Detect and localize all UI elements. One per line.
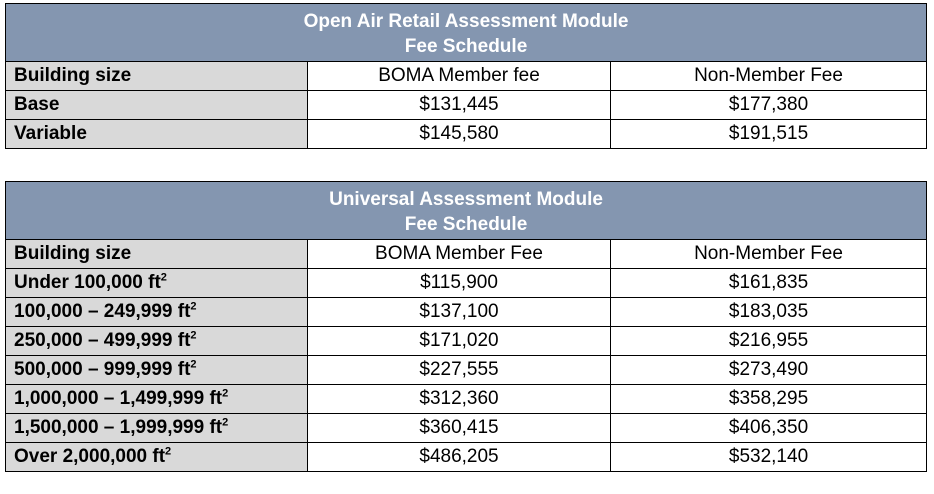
square-unit: 2 <box>190 300 197 313</box>
member-fee-value: $360,415 <box>308 414 611 443</box>
header-non-member-fee: Non-Member Fee <box>611 240 927 269</box>
table-row <box>6 443 927 472</box>
square-unit: 2 <box>190 358 197 371</box>
row-label <box>6 443 308 472</box>
square-unit: 2 <box>160 271 167 284</box>
row-label <box>6 269 308 298</box>
non-member-fee-value: $191,515 <box>611 120 927 149</box>
table-row <box>6 385 927 414</box>
non-member-fee-value: $273,490 <box>611 356 927 385</box>
table-title-line-2: Fee Schedule <box>404 36 528 57</box>
row-label-text: 1,000,000 – 1,499,999 ft <box>14 388 223 409</box>
table-row <box>6 327 927 356</box>
row-label <box>6 327 308 356</box>
row-label <box>6 298 308 327</box>
row-label: Variable <box>6 120 308 149</box>
row-label <box>6 385 308 414</box>
member-fee-value: $115,900 <box>308 269 611 298</box>
header-building-size: Building size <box>6 240 308 269</box>
row-label-text: 500,000 – 999,999 ft <box>14 359 191 380</box>
member-fee-value: $131,445 <box>308 91 611 120</box>
header-non-member-fee: Non-Member Fee <box>611 62 927 91</box>
header-member-fee: BOMA Member fee <box>308 62 611 91</box>
table-row <box>6 298 927 327</box>
member-fee-value: $227,555 <box>308 356 611 385</box>
table-title-line-1: Open Air Retail Assessment Module <box>303 11 629 32</box>
table-title-line-2: Fee Schedule <box>404 214 528 235</box>
square-unit: 2 <box>222 387 229 400</box>
header-member-fee: BOMA Member Fee <box>308 240 611 269</box>
non-member-fee-value: $358,295 <box>611 385 927 414</box>
square-unit: 2 <box>190 329 197 342</box>
non-member-fee-value: $216,955 <box>611 327 927 356</box>
table-row <box>6 91 927 120</box>
member-fee-value: $171,020 <box>308 327 611 356</box>
member-fee-value: $145,580 <box>308 120 611 149</box>
member-fee-value: $312,360 <box>308 385 611 414</box>
universal-fee-table <box>5 181 927 472</box>
table-row <box>6 356 927 385</box>
non-member-fee-value: $406,350 <box>611 414 927 443</box>
row-label-text: Over 2,000,000 ft <box>14 446 166 467</box>
table-title-row <box>6 4 927 62</box>
square-unit: 2 <box>165 445 172 458</box>
table-title-row <box>6 182 927 240</box>
row-label <box>6 356 308 385</box>
member-fee-value: $486,205 <box>308 443 611 472</box>
row-label-text: Under 100,000 ft <box>14 272 161 293</box>
open-air-retail-fee-table <box>5 3 927 149</box>
table-title <box>6 4 927 62</box>
table-row <box>6 120 927 149</box>
non-member-fee-value: $161,835 <box>611 269 927 298</box>
row-label-text: 1,500,000 – 1,999,999 ft <box>14 417 223 438</box>
header-building-size: Building size <box>6 62 308 91</box>
header-row <box>6 240 927 269</box>
non-member-fee-value: $183,035 <box>611 298 927 327</box>
table-title-line-1: Universal Assessment Module <box>329 189 603 210</box>
square-unit: 2 <box>222 416 229 429</box>
row-label: Base <box>6 91 308 120</box>
row-label <box>6 414 308 443</box>
member-fee-value: $137,100 <box>308 298 611 327</box>
non-member-fee-value: $532,140 <box>611 443 927 472</box>
table-row <box>6 414 927 443</box>
header-row <box>6 62 927 91</box>
table-title <box>6 182 927 240</box>
row-label-text: 100,000 – 249,999 ft <box>14 301 191 322</box>
row-label-text: 250,000 – 499,999 ft <box>14 330 191 351</box>
non-member-fee-value: $177,380 <box>611 91 927 120</box>
table-row <box>6 269 927 298</box>
